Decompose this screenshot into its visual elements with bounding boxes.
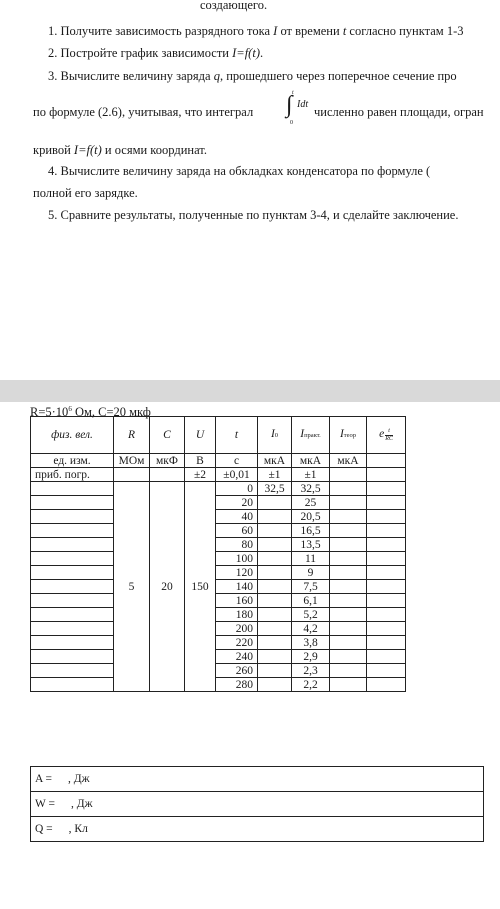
header-t: t <box>216 417 258 454</box>
header-exp: e $\frac{t}{RC}$ <box>367 417 406 454</box>
cell-exp <box>367 538 406 552</box>
cell-t: 20 <box>216 496 258 510</box>
energy-row <box>31 817 484 842</box>
integral-body: Idt <box>297 99 309 110</box>
cell-Ipr: 32,5 <box>292 482 330 496</box>
measurement-table <box>30 416 406 692</box>
errors-row <box>31 468 406 482</box>
table-row <box>31 566 406 580</box>
table-row <box>31 678 406 692</box>
cell-t: 240 <box>216 650 258 664</box>
cell-Ipr: 20,5 <box>292 510 330 524</box>
error-C <box>150 468 185 482</box>
unit-R: МОм <box>114 454 150 468</box>
header-phys: физ. вел. <box>31 417 114 454</box>
row-label-cell <box>31 636 114 650</box>
cell-I0 <box>258 622 292 636</box>
cell-Ith <box>330 496 367 510</box>
cell-Ipr: 11 <box>292 552 330 566</box>
cell-exp <box>367 552 406 566</box>
integral-formula <box>286 90 310 128</box>
cell-exp <box>367 664 406 678</box>
cell-exp <box>367 496 406 510</box>
instruction-3-line-2a: по формуле (2.6), учитывая, что интеграл <box>33 105 254 119</box>
cell-t: 220 <box>216 636 258 650</box>
cell-Ipr: 7,5 <box>292 580 330 594</box>
row-label-cell <box>31 566 114 580</box>
table-row <box>31 580 406 594</box>
header-R: R <box>114 417 150 454</box>
cell-I0 <box>258 594 292 608</box>
cell-Ith <box>330 608 367 622</box>
row-label-cell <box>31 608 114 622</box>
cell-Ipr: 2,2 <box>292 678 330 692</box>
row-label-cell <box>31 594 114 608</box>
cell-exp <box>367 594 406 608</box>
cell-t: 180 <box>216 608 258 622</box>
error-Ith <box>330 468 367 482</box>
header-row <box>31 417 406 454</box>
cell-Ipr: 25 <box>292 496 330 510</box>
cell-I0 <box>258 608 292 622</box>
cell-exp <box>367 524 406 538</box>
energy-unit: , Дж <box>68 773 90 785</box>
cell-t: 60 <box>216 524 258 538</box>
cell-Ith <box>330 538 367 552</box>
cell-I0 <box>258 566 292 580</box>
cell-I0 <box>258 650 292 664</box>
cell-Ipr: 6,1 <box>292 594 330 608</box>
cell-Ith <box>330 636 367 650</box>
table-row <box>31 622 406 636</box>
instruction-3-line-2b: численно равен площади, огран <box>314 105 484 119</box>
unit-Ipr: мкА <box>292 454 330 468</box>
table-row <box>31 524 406 538</box>
unit-U: В <box>185 454 216 468</box>
cell-t: 200 <box>216 622 258 636</box>
cell-Ipr: 5,2 <box>292 608 330 622</box>
energy-cell <box>31 767 484 792</box>
cell-t: 120 <box>216 566 258 580</box>
instruction-5: 5. Сравните результаты, полученные по пунктам 3-4, и сделайте заключение. <box>48 208 459 222</box>
error-t: ±0,01 <box>216 468 258 482</box>
table-row <box>31 510 406 524</box>
instruction-3-line-3: кривой I=f(t) и осями координат. <box>33 143 207 157</box>
error-Ipr: ±1 <box>292 468 330 482</box>
energy-table <box>30 766 484 842</box>
cell-Ith <box>330 664 367 678</box>
exponent-fraction: $\frac{t}{RC}$ <box>385 427 393 442</box>
header-C: C <box>150 417 185 454</box>
cell-Ith <box>330 650 367 664</box>
cell-Ith <box>330 580 367 594</box>
top-fragment: создающего. <box>200 0 268 12</box>
data-rows <box>31 482 406 692</box>
cell-exp <box>367 482 406 496</box>
error-I0: ±1 <box>258 468 292 482</box>
error-U: ±2 <box>185 468 216 482</box>
row-label-cell <box>31 678 114 692</box>
energy-cell <box>31 817 484 842</box>
cell-Ipr: 16,5 <box>292 524 330 538</box>
cell-I0: 32,5 <box>258 482 292 496</box>
energy-label: W = <box>35 798 56 810</box>
table-row <box>31 636 406 650</box>
energy-unit: , Кл <box>68 823 88 835</box>
cell-exp <box>367 510 406 524</box>
cell-I0 <box>258 510 292 524</box>
param-U: 150 <box>185 482 216 692</box>
cell-exp <box>367 636 406 650</box>
units-label: ед. изм. <box>31 454 114 468</box>
instruction-1: 1. Получите зависимость разрядного тока I от времени t согласно пунктам 1-3 <box>48 24 464 38</box>
cell-I0 <box>258 538 292 552</box>
row-label-cell <box>31 538 114 552</box>
data-table-page <box>0 402 500 909</box>
cell-Ith <box>330 594 367 608</box>
energy-cell <box>31 792 484 817</box>
integral-sign: ∫ <box>286 92 293 118</box>
units-row <box>31 454 406 468</box>
cell-t: 160 <box>216 594 258 608</box>
row-label-cell <box>31 524 114 538</box>
param-C: 20 <box>150 482 185 692</box>
integral-lower-limit: 0 <box>290 120 293 126</box>
row-label-cell <box>31 482 114 496</box>
row-label-cell <box>31 622 114 636</box>
table-caption: $R=5\cdot 10^6$ Ом, С=20 мкф <box>30 405 151 420</box>
instructions-page <box>0 0 500 380</box>
header-I0: I0 <box>258 417 292 454</box>
cell-I0 <box>258 496 292 510</box>
cell-Ipr: 4,2 <box>292 622 330 636</box>
unit-Ith: мкА <box>330 454 367 468</box>
table-row <box>31 608 406 622</box>
cell-I0 <box>258 664 292 678</box>
cell-I0 <box>258 678 292 692</box>
cell-Ipr: 3,8 <box>292 636 330 650</box>
table-row <box>31 650 406 664</box>
cell-exp <box>367 566 406 580</box>
cell-t: 140 <box>216 580 258 594</box>
error-R <box>114 468 150 482</box>
cell-exp <box>367 580 406 594</box>
cell-Ipr: 2,3 <box>292 664 330 678</box>
cell-Ipr: 13,5 <box>292 538 330 552</box>
instruction-2: 2. Постройте график зависимости I=f(t). <box>48 46 264 60</box>
energy-label: Q = <box>35 823 53 835</box>
table-row <box>31 496 406 510</box>
cell-I0 <box>258 636 292 650</box>
header-Ipr: Iпракт. <box>292 417 330 454</box>
cell-Ith <box>330 678 367 692</box>
instruction-4: 4. Вычислите величину заряда на обкладках конденсатора по формуле ( <box>48 164 431 178</box>
cell-exp <box>367 650 406 664</box>
cell-Ipr: 9 <box>292 566 330 580</box>
cell-I0 <box>258 552 292 566</box>
cell-exp <box>367 608 406 622</box>
row-label-cell <box>31 552 114 566</box>
header-Ith: Iтеор <box>330 417 367 454</box>
row-label-cell <box>31 496 114 510</box>
cell-exp <box>367 622 406 636</box>
cell-Ith <box>330 510 367 524</box>
cell-t: 100 <box>216 552 258 566</box>
table-row <box>31 482 406 496</box>
energy-row <box>31 792 484 817</box>
table-row <box>31 538 406 552</box>
cell-t: 0 <box>216 482 258 496</box>
cell-Ith <box>330 622 367 636</box>
instruction-3: 3. Вычислите величину заряда q, прошедшего через поперечное сечение про <box>48 69 457 83</box>
page-gap <box>0 380 500 402</box>
header-U: U <box>185 417 216 454</box>
cell-Ipr: 2,9 <box>292 650 330 664</box>
cell-t: 260 <box>216 664 258 678</box>
row-label-cell <box>31 580 114 594</box>
cell-Ith <box>330 524 367 538</box>
cell-I0 <box>258 524 292 538</box>
unit-exp <box>367 454 406 468</box>
cell-t: 280 <box>216 678 258 692</box>
table-row <box>31 594 406 608</box>
cell-Ith <box>330 566 367 580</box>
table-row <box>31 664 406 678</box>
row-label-cell <box>31 664 114 678</box>
param-R: 5 <box>114 482 150 692</box>
instruction-4-line-2: полной его зарядке. <box>33 186 138 200</box>
row-label-cell <box>31 650 114 664</box>
energy-label: A = <box>35 773 53 785</box>
errors-label: приб. погр. <box>31 468 114 482</box>
cell-Ith <box>330 552 367 566</box>
unit-I0: мкА <box>258 454 292 468</box>
energy-row <box>31 767 484 792</box>
table-row <box>31 552 406 566</box>
unit-C: мкФ <box>150 454 185 468</box>
cell-exp <box>367 678 406 692</box>
integral-upper-limit: t <box>292 90 294 96</box>
unit-t: с <box>216 454 258 468</box>
cell-I0 <box>258 580 292 594</box>
cell-Ith <box>330 482 367 496</box>
energy-unit: , Дж <box>71 798 93 810</box>
cell-t: 40 <box>216 510 258 524</box>
row-label-cell <box>31 510 114 524</box>
cell-t: 80 <box>216 538 258 552</box>
error-exp <box>367 468 406 482</box>
